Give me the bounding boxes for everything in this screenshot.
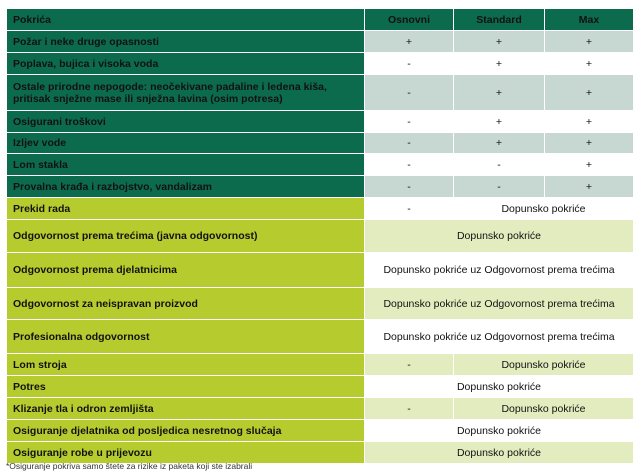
table-row — [7, 198, 634, 220]
table-row — [7, 376, 634, 398]
table-row — [7, 354, 634, 376]
header-standard: Standard — [454, 9, 545, 31]
cell-all-packages: Dopunsko pokriće uz Odgovornost prema trećima — [365, 288, 634, 320]
row-label: Profesionalna odgovornost — [7, 320, 365, 354]
table-row — [7, 176, 634, 198]
cell-standard: + — [454, 133, 545, 154]
cell-osnovni: - — [365, 53, 454, 75]
table-row — [7, 31, 634, 53]
row-label: Odgovornost prema djelatnicima — [7, 253, 365, 288]
row-label: Osiguranje robe u prijevozu — [7, 442, 365, 464]
table-row — [7, 75, 634, 111]
cell-all-packages: Dopunsko pokriće — [365, 442, 634, 464]
table-row — [7, 253, 634, 288]
row-label: Odgovornost za neispravan proizvod — [7, 288, 365, 320]
cell-standard-max: Dopunsko pokriće — [454, 198, 634, 220]
cell-max: + — [545, 53, 634, 75]
cell-osnovni: - — [365, 176, 454, 198]
footnote: *Osiguranje pokriva samo štete za rizike iz paketa koji ste izabrali — [6, 461, 253, 471]
cell-osnovni: + — [365, 31, 454, 53]
row-label: Osiguranje djelatnika od posljedica nesretnog slučaja — [7, 420, 365, 442]
table-header-row — [7, 9, 634, 31]
cell-standard-max: Dopunsko pokriće — [454, 354, 634, 376]
cell-max: + — [545, 31, 634, 53]
table-row — [7, 220, 634, 253]
table-row — [7, 111, 634, 133]
row-label: Osigurani troškovi — [7, 111, 365, 133]
cell-standard: - — [454, 176, 545, 198]
cell-osnovni: - — [365, 354, 454, 376]
cell-all-packages: Dopunsko pokriće — [365, 420, 634, 442]
row-label: Potres — [7, 376, 365, 398]
cell-osnovni: - — [365, 198, 454, 220]
header-osnovni: Osnovni — [365, 9, 454, 31]
cell-standard: + — [454, 75, 545, 111]
cell-all-packages: Dopunsko pokriće uz Odgovornost prema trećima — [365, 320, 634, 354]
cell-standard: - — [454, 154, 545, 176]
cell-max: + — [545, 176, 634, 198]
row-label: Lom stakla — [7, 154, 365, 176]
header-coverage: Pokrića — [7, 9, 365, 31]
row-label: Odgovornost prema trećima (javna odgovornost) — [7, 220, 365, 253]
cell-all-packages: Dopunsko pokriće — [365, 220, 634, 253]
cell-osnovni: - — [365, 75, 454, 111]
cell-all-packages: Dopunsko pokriće uz Odgovornost prema trećima — [365, 253, 634, 288]
row-label: Ostale prirodne nepogode: neočekivane padaline i ledena kiša, pritisak snježne mase ili snježna lavina (osim potresa) — [7, 75, 365, 111]
cell-all-packages: Dopunsko pokriće — [365, 376, 634, 398]
cell-standard-max: Dopunsko pokriće — [454, 398, 634, 420]
coverage-table — [6, 8, 634, 464]
cell-standard: + — [454, 111, 545, 133]
cell-osnovni: - — [365, 154, 454, 176]
row-label: Poplava, bujica i visoka voda — [7, 53, 365, 75]
cell-max: + — [545, 133, 634, 154]
table-row — [7, 320, 634, 354]
row-label: Požar i neke druge opasnosti — [7, 31, 365, 53]
row-label: Prekid rada — [7, 198, 365, 220]
cell-max: + — [545, 154, 634, 176]
cell-standard: + — [454, 31, 545, 53]
cell-osnovni: - — [365, 133, 454, 154]
row-label: Lom stroja — [7, 354, 365, 376]
cell-standard: + — [454, 53, 545, 75]
header-max: Max — [545, 9, 634, 31]
cell-osnovni: - — [365, 398, 454, 420]
row-label: Klizanje tla i odron zemljišta — [7, 398, 365, 420]
table-row — [7, 398, 634, 420]
cell-osnovni: - — [365, 111, 454, 133]
table-row — [7, 133, 634, 154]
table-row — [7, 154, 634, 176]
table-row — [7, 53, 634, 75]
cell-max: + — [545, 111, 634, 133]
cell-max: + — [545, 75, 634, 111]
table-row — [7, 420, 634, 442]
row-label: Izljev vode — [7, 133, 365, 154]
row-label: Provalna krađa i razbojstvo, vandalizam — [7, 176, 365, 198]
table-row — [7, 288, 634, 320]
